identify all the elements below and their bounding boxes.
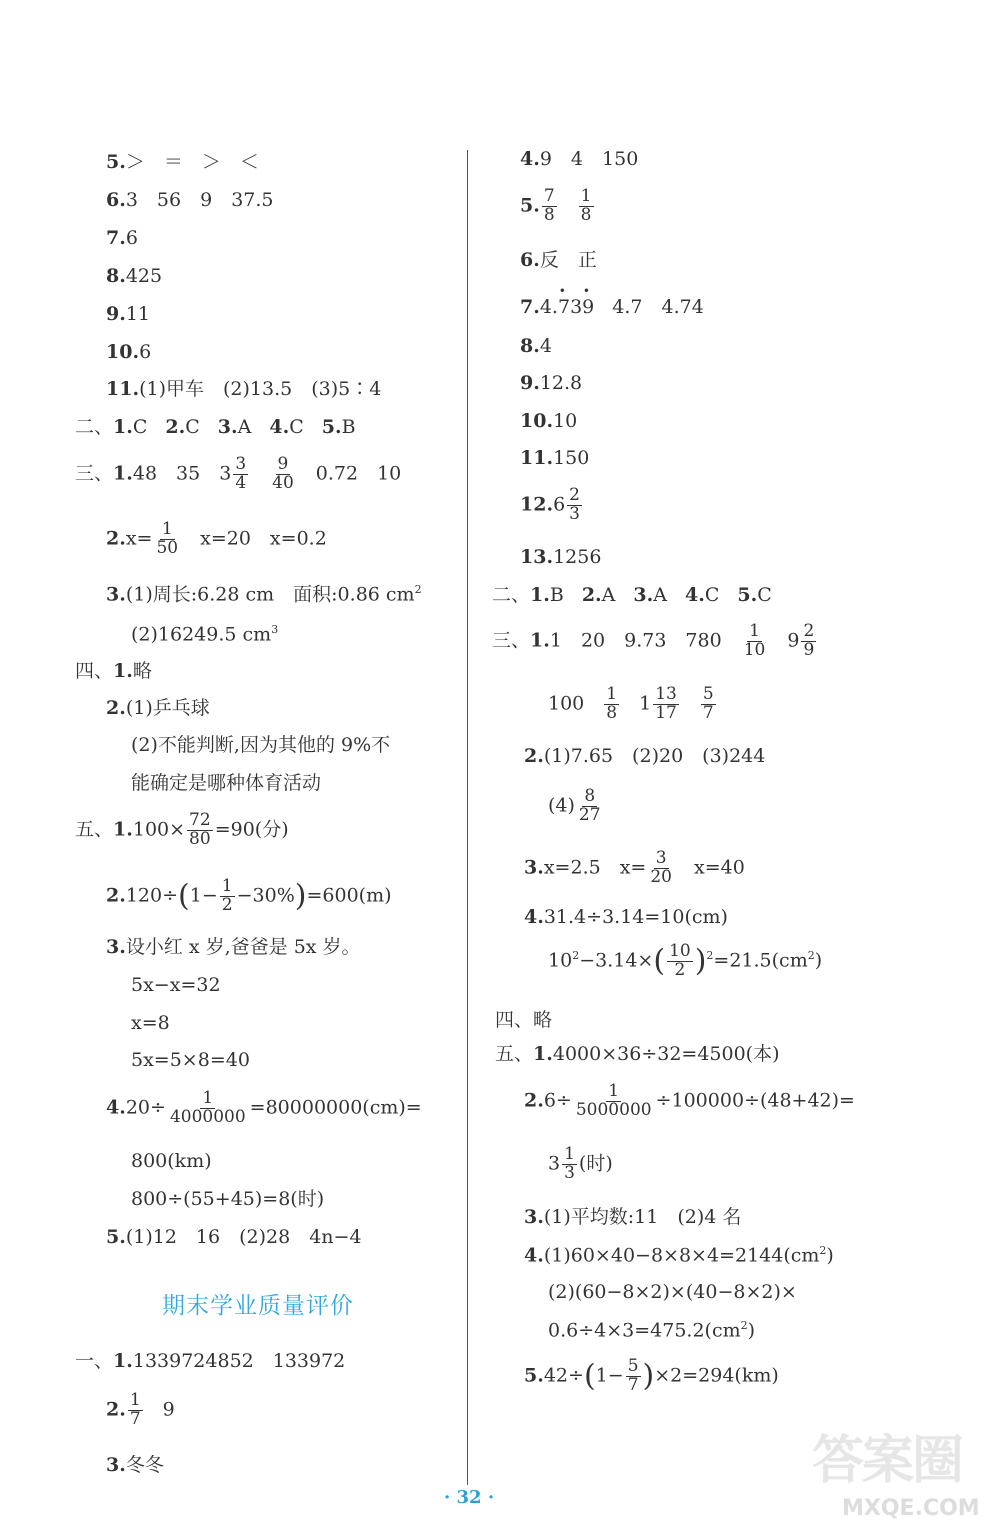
final-q1: 一、1.1339724852 133972: [75, 1350, 346, 1372]
answer-line: 9.11: [106, 303, 151, 325]
fraction: $\frac{13}{17}$: [655, 684, 677, 723]
answer-line: 9.12.8: [520, 372, 583, 394]
section-3-q3: 3.(1)周长:6.28 cm 面积:0.86 $cm^2$: [106, 583, 422, 606]
answer-line: 3.(1)平均数:11 (2)4 名: [524, 1206, 742, 1228]
section-3-q1: 三、1.1 20 9.73 780 $\frac{1}{10}$ 9 $\frac{2}{9}$: [492, 621, 815, 660]
answer-line: 2.(1)7.65 (2)20 (3)244: [524, 745, 766, 767]
section-5-q2: 2.120÷(1− $\frac{1}{2}$ −30%)=600(m): [106, 876, 392, 915]
section-heading: 期末学业质量评价: [162, 1293, 354, 1319]
answer-line: 5.＞ ＝ ＞ ＜: [106, 151, 259, 173]
watermark-url: MXQE.COM: [842, 1496, 980, 1521]
final-q2: 2. $\frac{1}{7}$ 9: [106, 1390, 175, 1429]
answer-line: 5x=5×8=40: [131, 1049, 250, 1071]
fraction: $\frac{1}{10}$: [743, 621, 766, 660]
fraction: $\frac{9}{40}$: [272, 454, 294, 493]
answer-line: (2)(60−8×2)×(40−8×2)×: [548, 1281, 797, 1303]
section-3-q2: 2.x= $\frac{1}{50}$ x=20 x=0.2: [106, 519, 327, 558]
answer-line: 4.9 4 150: [520, 148, 639, 170]
section-4: 四、略: [495, 1009, 553, 1031]
answer-line: 11.(1)甲车 (2)13.5 (3)5∶4: [106, 378, 382, 400]
section-2-answers: 二、1.B 2.A 3.A 4.C 5.C: [492, 584, 772, 606]
answer-line: (2)不能判断,因为其他的 9%不: [131, 734, 391, 756]
fraction: $\frac{1}{3}$: [564, 1144, 575, 1183]
fraction: $\frac{8}{27}$: [578, 786, 601, 825]
answer-line: 5. $\frac{7}{8}$ $\frac{1}{8}$: [520, 186, 592, 225]
answer-line: $0.6\div 4\times 3=475.2(cm^2)$: [548, 1319, 756, 1342]
answer-line: 13.1256: [520, 546, 602, 568]
answer-line: 5.(1)12 16 (2)28 4n−4: [106, 1226, 362, 1248]
answer-line: 能确定是哪种体育活动: [131, 772, 322, 794]
section-3-q1: 三、1.48 35 3 $\frac{3}{4}$ $\frac{9}{40}$ 0.72 10: [75, 454, 402, 493]
answer-line: 100 $\frac{1}{8}$ 1 $\frac{13}{17}$ $\frac{5}{7}$: [548, 684, 714, 723]
fraction: $\frac{1}{7}$: [129, 1390, 141, 1429]
section-3-q3: 3.x=2.5 x= $\frac{3}{20}$ x=40: [524, 848, 745, 887]
fraction: $\frac{5}{7}$: [702, 684, 714, 723]
fraction: $\frac{72}{80}$: [189, 810, 211, 849]
answer-line: 12.6 $\frac{2}{3}$: [520, 485, 580, 524]
answer-line: 800(km): [131, 1150, 212, 1172]
fraction: $\frac{1}{2}$: [221, 876, 233, 915]
final-q3: 3.冬冬: [106, 1454, 164, 1476]
fraction: $\frac{1}{8}$: [580, 186, 592, 225]
fraction: $\frac{10}{2}$: [669, 941, 691, 980]
section-5-q2: 2.6÷ $\frac{1}{5000000}$ ÷100000÷(48+42)=: [524, 1081, 855, 1120]
section-2-answers: 二、1.C 2.C 3.A 4.C 5.B: [75, 416, 356, 438]
answer-line: 7.4.· 73· 9 4.7 4.74: [520, 298, 704, 317]
fraction: $\frac{1}{50}$: [156, 519, 179, 558]
answer-line: 4.31.4÷3.14=10(cm): [524, 906, 728, 928]
answer-line: 8.425: [106, 265, 163, 287]
answer-line: (4) $\frac{8}{27}$: [548, 786, 601, 825]
fraction: $\frac{2}{3}$: [569, 485, 580, 524]
answer-line: 7.6: [106, 227, 138, 249]
fraction: $\frac{1}{5000000}$: [575, 1081, 652, 1120]
answer-line: 10.10: [520, 410, 578, 432]
answer-line: 6.3 56 9 37.5: [106, 189, 274, 211]
answer-line: 3 $\frac{1}{3}$ (时): [548, 1144, 613, 1183]
fraction: $\frac{3}{20}$: [650, 848, 672, 887]
answer-line: 5x−x=32: [131, 974, 221, 996]
section-5-q1: 五、1.100× $\frac{72}{80}$ =90(分): [75, 810, 289, 849]
answer-line: 800÷(55+45)=8(时): [131, 1188, 325, 1210]
section-5-q4: 4.20÷ $\frac{1}{4000000}$ =80000000(cm)=: [106, 1088, 422, 1127]
answer-line: (2)16249.5 $cm^3$: [131, 623, 279, 646]
fraction: $\frac{7}{8}$: [543, 186, 555, 225]
section-5-q5: 5.42÷(1− $\frac{5}{7}$ )×2=294(km): [524, 1356, 779, 1395]
answer-line: $4.(1)60\times 40-8\times 8\times 4=2144(cm^2)$: [524, 1244, 834, 1267]
answer-line: 2.(1)乒乓球: [106, 697, 210, 719]
fraction: $\frac{5}{7}$: [627, 1356, 639, 1395]
answer-line: x=8: [131, 1012, 170, 1034]
answer-line: 11.150: [520, 447, 590, 469]
fraction: $\frac{3}{4}$: [235, 454, 247, 493]
fraction: $\frac{2}{9}$: [803, 621, 815, 660]
section-4-q1: 四、1.略: [75, 660, 152, 682]
answer-line: 8.4: [520, 335, 552, 357]
fraction: $\frac{1}{8}$: [606, 684, 618, 723]
answer-line: 10.6: [106, 341, 152, 363]
fraction: $\frac{1}{4000000}$: [169, 1088, 246, 1127]
page-number: · 32 ·: [444, 1487, 495, 1508]
watermark-text: 答案圈: [812, 1431, 963, 1491]
column-divider: [467, 150, 468, 1485]
watermark-logo: [812, 1418, 992, 1526]
section-5-q1: 五、1.4000×36÷32=4500(本): [495, 1043, 780, 1065]
answer-line: 6.反 正: [520, 249, 597, 271]
answer-line: 3.设小红 x 岁,爸爸是 5x 岁。: [106, 936, 361, 958]
answer-line: $10^2-3.14\times$( $\frac{10}{2}$ )$^2=21.5(cm^2)$: [548, 941, 823, 980]
